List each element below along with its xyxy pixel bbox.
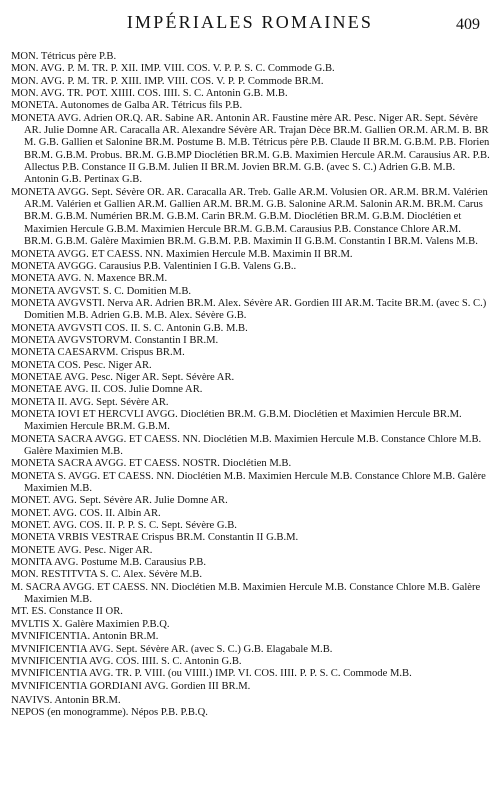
legend-entry: MON. AVG. TR. POT. XIIII. COS. IIII. S. C. Antonin G.B. M.B. xyxy=(11,88,288,100)
legend-entry: MONETA VRBIS VESTRAE Crispus BR.M. Constantin II G.B.M. xyxy=(11,532,299,544)
legend-entry: MONETA SACRA AVGG. ET CAESS. NN. Dioclétien M.B. Maximien Hercule M.B. Constance Chlore M.B. Galère Maximien M.B. xyxy=(11,433,482,457)
legend-entry: MONETA AVGVSTI COS. II. S. C. Antonin G.B. M.B. xyxy=(11,322,248,334)
legend-entry: MONETA AVGVST. S. C. Domitien M.B. xyxy=(11,285,192,297)
legend-entry: MVNIFICENTIA AVG. COS. IIII. S. C. Antonin G.B. xyxy=(11,655,242,667)
legend-entry: MONETA AVGGG. Carausius P.B. Valentinien I G.B. Valens G.B.. xyxy=(11,260,297,272)
legend-entry: MONETA COS. Pesc. Niger AR. xyxy=(11,359,152,371)
legend-entry: NEPOS (en monogramme). Népos P.B. P.B.Q. xyxy=(11,707,208,719)
legend-entry: M. SACRA AVGG. ET CAESS. NN. Dioclétien M.B. Maximien Hercule M.B. Constance Chlore M.B. Galère Maximien M.B. xyxy=(11,581,481,606)
legend-entry: MONET. AVG. COS. II. Albin AR. xyxy=(11,507,161,519)
legend-entry: MVNIFICENTIA GORDIANI AVG. Gordien III BR.M. xyxy=(11,680,251,692)
legend-entry: MONETA AVG. N. Maxence BR.M. xyxy=(11,273,168,285)
legend-entry: MONETE AVG. Pesc. Niger AR. xyxy=(11,544,153,556)
legend-entry: NAVIVS. Antonin BR.M. xyxy=(11,694,121,706)
legend-entry: MVLTIS X. Galère Maximien P.B.Q. xyxy=(11,618,170,630)
legend-entry: MON. RESTITVTA S. C. Alex. Sévère M.B. xyxy=(11,569,203,581)
legend-entry: MONETA S. AVGG. ET CAESS. NN. Dioclétien M.B. Maximien Hercule M.B. Constance Chlore M.B. Galère Maximien M.B. xyxy=(11,470,486,495)
legend-entry: MONETA AVGVSTORVM. Constantin I BR.M. xyxy=(11,334,219,346)
legend-entry: MON. Tétricus père P.B. xyxy=(11,51,117,62)
legend-entry: MONETA AVGG. ET CAESS. NN. Maximien Hercule M.B. Maximin II BR.M. xyxy=(11,248,353,260)
legend-entry: MVNIFICENTIA. Antonin BR.M. xyxy=(11,631,159,643)
legend-entry: MONETA SACRA AVGG. ET CAESS. NOSTR. Dioclétien M.B. xyxy=(11,458,292,470)
legend-entry: MONET. AVG. Sept. Sévère AR. Julie Domne AR. xyxy=(11,495,228,507)
legend-entry: MONETAE AVG. II. COS. Julie Domne AR. xyxy=(11,384,203,396)
legend-entry: MONETAE AVG. Pesc. Niger AR. Sept. Sévère AR. xyxy=(11,371,235,383)
legend-entry: MONETA AVGVSTI. Nerva AR. Adrien BR.M. Alex. Sévère AR. Gordien III AR.M. Tacite BR.M. (avec S. C.) Domitien M.B. Adrien G.B. M.B. Alex. Sévère G.B. xyxy=(11,297,487,322)
legend-entry: MVNIFICENTIA AVG. Sept. Sévère AR. (avec S. C.) G.B. Elagabale M.B. xyxy=(11,643,333,655)
legend-entry: MONETA IOVI ET HERCVLI AVGG. Dioclétien BR.M. G.B.M. Dioclétien et Maximien Hercule BR.M. Maximien Hercule BR.M. G.B.M. xyxy=(11,408,462,433)
page-title: IMPÉRIALES ROMAINES xyxy=(126,12,374,32)
legend-entry: MVNIFICENTIA AVG. TR. P. VIII. (ou VIIII.) IMP. VI. COS. IIII. P. P. S. C. Commode M.B. xyxy=(11,668,412,680)
legend-entry: MONET. AVG. COS. II. P. P. S. C. Sept. Sévère G.B. xyxy=(11,520,237,532)
legend-entry: MONITA AVG. Postume M.B. Carausius P.B. xyxy=(11,557,206,569)
legend-entry: MON. AVG. P. M. TR. P. XII. IMP. VIII. COS. V. P. P. S. C. Commode G.B. xyxy=(11,63,335,75)
legend-entry: MONETA. Autonomes de Galba AR. Tétricus fils P.B. xyxy=(11,100,243,112)
legend-entry: MT. ES. Constance II OR. xyxy=(11,606,123,618)
legend-entry: MONETA AVGG. Sept. Sévère OR. AR. Caracalla AR. Treb. Galle AR.M. Volusien OR. AR.M. BR.M. Valérien AR.M. Valérien et Gallien AR.M. Gallien AR.M. BR.M. G.B. Salonine AR.M. Salonin AR.M. BR.M. Carus BR.M. G.B.M. Numérien BR.M. G.B.M. Carin BR.M. G.B.M. Dioclétien BR.M. G.B.M. Dioclétien et Maximien Hercule G.B.M. Maximien Hercule BR.M. G.B.M. Carausius P.B. Constance Chlore AR.M. BR.M. G.B.M. Galère Maximien BR.M. G.B.M. P.B. Maximin II G.B.M. Constantin I BR.M. Valens M.B. xyxy=(11,186,488,248)
legend-entry: MONETA II. AVG. Sept. Sévère AR. xyxy=(11,396,169,408)
page-header xyxy=(0,6,500,36)
coin-legend-list xyxy=(11,51,491,720)
legend-entry: MONETA AVG. Adrien OR.Q. AR. Sabine AR. Antonin AR. Faustine mère AR. Pesc. Niger AR. Sept. Sévère AR. Julie Domne AR. Caracalla AR. Alexandre Sévère AR. Trajan Dèce BR.M. Gallien OR.M. AR.M. B. BR M. G.B. Gallien et Salonine BR.M. Postume B. M.B. Tétricus père P.B. Claude II BR.M. G.B.M. P.B. Florien BR.M. G.B.M. Probus. BR.M. G.B.MP Dioclétien BR.M. G.B. Maximien Hercule AR.M. Carausius AR. P.B. Allectus P.B. Constance II G.B.M. Julien II BR.M. Jovien BR.M. G.B. (avec S. C.) Adrien G.B. M.B. Antonin G.B. Pertinax G.B. xyxy=(11,112,490,186)
page-number: 409 xyxy=(456,16,480,33)
legend-entry: MONETA CAESARVM. Crispus BR.M. xyxy=(11,347,185,359)
legend-entry: MON. AVG. P. M. TR. P. XIII. IMP. VIII. COS. V. P. P. Commode BR.M. xyxy=(11,75,324,87)
